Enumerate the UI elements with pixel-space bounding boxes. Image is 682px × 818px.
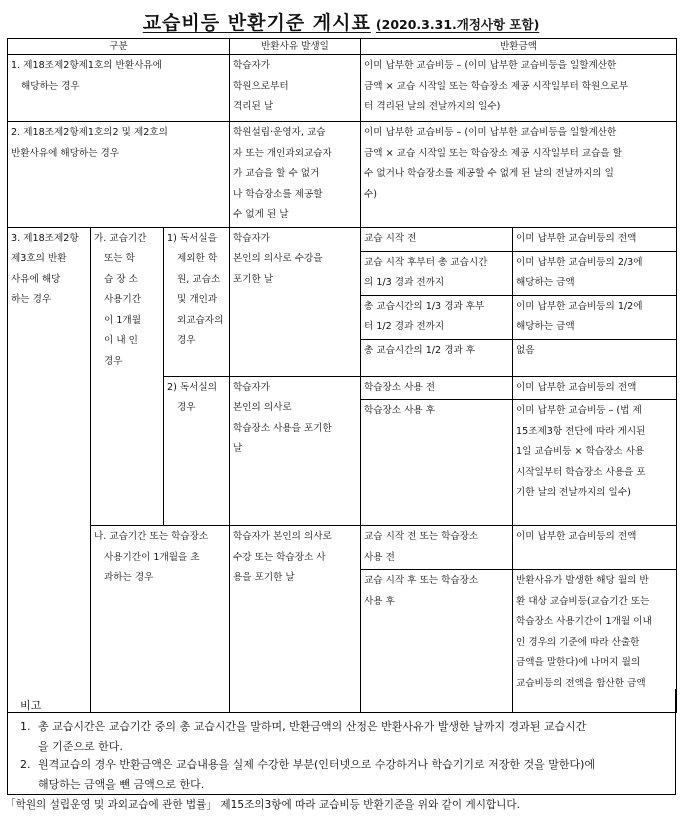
row3-na-label: 나. 교습기간 또는 학습장소 사용기간이 1개월을 초 과하는 경우	[91, 526, 230, 713]
notes-label: 비고	[20, 699, 42, 712]
note-1: 1. 총 교습시간은 교습기간 중의 총 교습시간을 말하며, 반환금액의 산정은 반환사유가 발생한 날까지 경과된 교습시간 을 기준으로 한다.	[20, 720, 587, 753]
title-main: 교습비등 반환기준 게시표	[142, 12, 371, 34]
na-when-1: 교습 시작 후 또는 학습장소 사용 후	[361, 570, 513, 713]
table-row	[8, 122, 677, 228]
header-amount: 반환금액	[361, 39, 677, 55]
na-amount-0: 이미 납부한 교습비등의 전액	[513, 526, 677, 570]
table-row	[8, 526, 677, 570]
sub1-amount-3: 없음	[513, 339, 677, 376]
refund-table	[7, 38, 677, 713]
row3-ga-sub1-cause: 학습자가 본인의 의사로 수강을 포기한 날	[230, 227, 361, 376]
sub2-amount-1: 이미 납부한 교습비등 – (법 제 15조제3항 전단에 따라 게시된 1일 교습비등 × 학습장소 사용 시작일부터 학습장소 사용을 포 기한 날의 전날까지의 일수)	[513, 400, 677, 526]
title-sub: (2020.3.31.개정사항 포함)	[375, 17, 540, 32]
row1-cause: 학습자가 학원으로부터 격리된 날	[230, 55, 361, 122]
row3-ga-label: 가. 교습기간 또는 학 습 장 소 사용기간 이 1개월 이 내 인 경우	[91, 227, 164, 526]
table-row	[8, 55, 677, 122]
row3-ga-sub1-label: 1) 독서실을 제외한 학 원, 교습소 및 개인과 외교습자의 경우	[164, 227, 230, 376]
sub1-amount-2: 이미 납부한 교습비등의 1/2에 해당하는 금액	[513, 295, 677, 339]
sub1-amount-1: 이미 납부한 교습비등의 2/3에 해당하는 금액	[513, 251, 677, 295]
row2-cause: 학원설립·운영자, 교습 자 또는 개인과외교습자 가 교습을 할 수 없거 나 학습장소를 제공할 수 없게 된 날	[230, 122, 361, 228]
table-row	[8, 227, 677, 251]
footer-statement: 「학원의 설립운영 및 과외교습에 관한 법률」 제15조의3항에 따라 교습비등 반환기준을 위와 같이 게시합니다.	[5, 799, 520, 811]
sub1-when-2: 총 교습시간의 1/3 경과 후부 터 1/2 경과 전까지	[361, 295, 513, 339]
note-2: 2. 원격교습의 경우 반환금액은 교습내용을 실제 수강한 부분(인터넷으로 수강하거나 학습기기로 저장한 것을 말한다)에 해당하는 금액을 뺀 금액으로 한다.	[20, 758, 596, 791]
na-amount-1: 반환사유가 발생한 해당 월의 반 환 대상 교습비등(교습기간 또는 학습장소 사용기간이 1개월 이내 인 경우의 기준에 따라 산출한 금액을 말한다)에 나머지 월의 교습비등의 전액을 합산한 금액	[513, 570, 677, 713]
sub2-when-0: 학습장소 사용 전	[361, 376, 513, 400]
sub1-when-3: 총 교습시간의 1/2 경과 후	[361, 339, 513, 376]
row3-category: 3. 제18조제2항 제3호의 반환 사유에 해당 하는 경우	[8, 227, 91, 713]
sub1-when-0: 교습 시작 전	[361, 227, 513, 251]
page-title	[0, 8, 682, 35]
row3-ga-sub2-cause: 학습자가 본인의 의사로 학습장소 사용을 포기한 날	[230, 376, 361, 526]
header-category: 구분	[8, 39, 230, 55]
notes-box	[7, 689, 676, 795]
row2-amount: 이미 납부한 교습비등 – (이미 납부한 교습비등을 일할계산한 금액 × 교습 시작일 또는 학습장소 제공 시작일부터 교습을 할 수 없거나 학습장소를 제공할 수 없게 된 날의 전날까지의 일 수)	[361, 122, 677, 228]
sub1-when-1: 교습 시작 후부터 총 교습시간 의 1/3 경과 전까지	[361, 251, 513, 295]
sub1-amount-0: 이미 납부한 교습비등의 전액	[513, 227, 677, 251]
sub2-when-1: 학습장소 사용 후	[361, 400, 513, 526]
na-when-0: 교습 시작 전 또는 학습장소 사용 전	[361, 526, 513, 570]
sub2-amount-0: 이미 납부한 교습비등의 전액	[513, 376, 677, 400]
row1-amount: 이미 납부한 교습비등 – (이미 납부한 교습비등을 일할계산한 금액 × 교습 시작일 또는 학습장소 제공 시작일부터 학원으로부 터 격리된 날의 전날까지의 일수)	[361, 55, 677, 122]
row1-category: 1. 제18조제2항제1호의 반환사유에 해당하는 경우	[8, 55, 230, 122]
row3-ga-sub2-label: 2) 독서실의 경우	[164, 376, 230, 526]
header-cause: 반환사유 발생일	[230, 39, 361, 55]
header-row	[8, 39, 677, 55]
row2-category: 2. 제18조제2항제1호의2 및 제2호의 반환사유에 해당하는 경우	[8, 122, 230, 228]
row3-na-cause: 학습자가 본인의 의사로 수강 또는 학습장소 사 용을 포기한 날	[230, 526, 361, 713]
